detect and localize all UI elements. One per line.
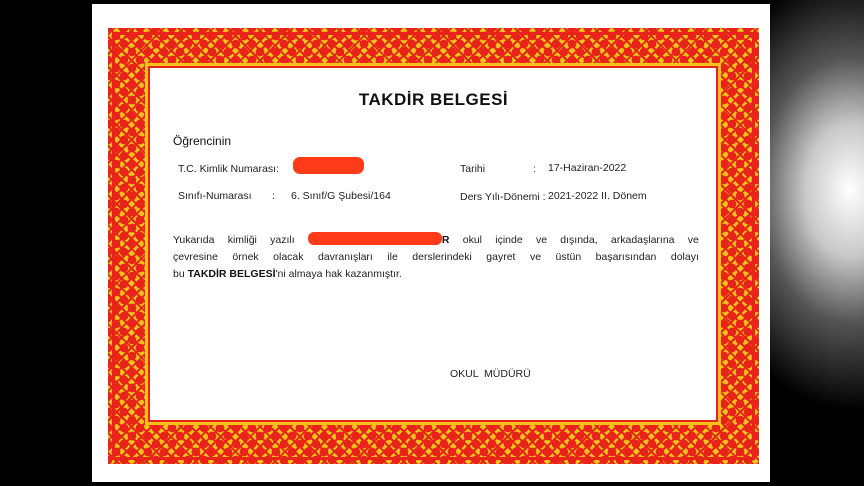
word: gayret [486, 251, 516, 263]
word: olacak [273, 251, 304, 263]
word: örnek [232, 251, 259, 263]
tc-label: T.C. Kimlik Numarası: [178, 163, 279, 175]
term-label: Ders Yılı-Dönemi : [460, 191, 546, 203]
word: dışında, [560, 234, 598, 246]
word: yazılı [270, 234, 295, 246]
date-separator: : [533, 163, 536, 175]
statement-line-1 [173, 232, 699, 249]
word: okul [462, 234, 482, 246]
date-label: Tarihi [460, 163, 486, 175]
word: başarısından [595, 251, 657, 263]
name-group [308, 232, 450, 249]
student-name-redaction [308, 232, 442, 245]
statement-line-3 [173, 266, 699, 283]
class-label: Sınıfı-Numarası [178, 190, 252, 202]
word: içinde [495, 234, 523, 246]
principal-signature-label: OKUL MÜDÜRÜ [450, 368, 531, 380]
statement-bold-title: TAKDİR BELGESİ [187, 268, 276, 280]
word: kimliği [227, 234, 257, 246]
word: ve [687, 234, 699, 246]
word: çevresine [173, 251, 218, 263]
term-value: 2021-2022 II. Dönem [548, 190, 647, 202]
word: dolayı [670, 251, 699, 263]
word: ile [387, 251, 398, 263]
word: Yukarıda [173, 234, 215, 246]
word: derslerindeki [412, 251, 472, 263]
class-value: 6. Sınıf/G Şubesi/164 [291, 190, 391, 202]
word: arkadaşlarına [610, 234, 675, 246]
student-heading: Öğrencinin [173, 134, 232, 148]
tc-number-redaction [293, 157, 364, 174]
certificate-title: TAKDİR BELGESİ [358, 90, 509, 109]
date-value: 17-Haziran-2022 [548, 162, 627, 174]
name-suffix: R [441, 234, 450, 246]
word: ve [529, 251, 542, 263]
statement-end: 'ni almaya hak kazanmıştır. [275, 268, 402, 280]
word: davranışları [317, 251, 373, 263]
class-separator: : [272, 190, 275, 202]
statement-line-2 [173, 249, 699, 266]
word: ve [535, 234, 548, 246]
statement-start: bu [173, 268, 188, 280]
certificate-statement [173, 232, 699, 283]
word: üstün [555, 251, 582, 263]
